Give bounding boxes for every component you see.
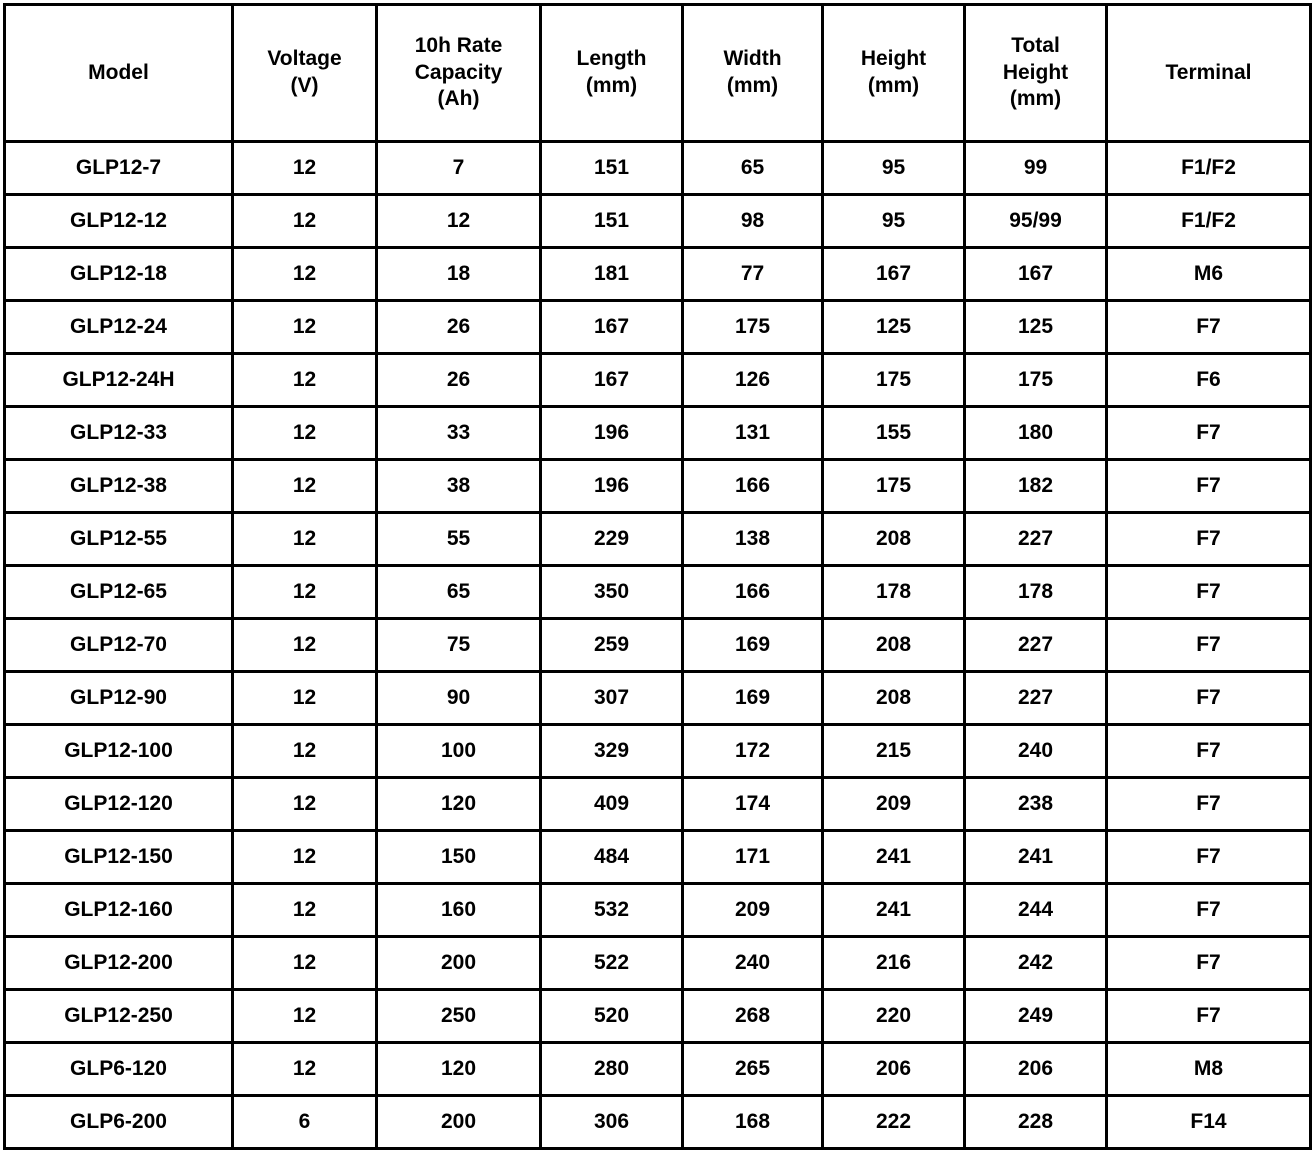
cell-capacity: 120 [377, 778, 541, 831]
cell-width: 172 [683, 725, 823, 778]
cell-capacity: 7 [377, 142, 541, 195]
table-row [5, 566, 1311, 619]
cell-width: 168 [683, 1096, 823, 1149]
cell-model: GLP6-200 [5, 1096, 233, 1149]
cell-length: 329 [541, 725, 683, 778]
cell-length: 259 [541, 619, 683, 672]
column-header-voltage [233, 5, 377, 142]
battery-specification-table [3, 3, 1312, 1150]
cell-model: GLP12-90 [5, 672, 233, 725]
cell-voltage: 12 [233, 725, 377, 778]
cell-capacity: 150 [377, 831, 541, 884]
table-row [5, 831, 1311, 884]
column-header-line: (mm) [585, 74, 638, 97]
table-row [5, 990, 1311, 1043]
cell-height: 155 [823, 407, 965, 460]
cell-voltage: 12 [233, 513, 377, 566]
cell-terminal: F7 [1107, 778, 1311, 831]
cell-length: 167 [541, 301, 683, 354]
cell-height: 222 [823, 1096, 965, 1149]
table-row [5, 1043, 1311, 1096]
cell-height: 209 [823, 778, 965, 831]
table-header-row [5, 5, 1311, 142]
cell-height: 95 [823, 195, 965, 248]
cell-width: 77 [683, 248, 823, 301]
cell-height: 216 [823, 937, 965, 990]
cell-total-height: 240 [965, 725, 1107, 778]
cell-terminal: F7 [1107, 831, 1311, 884]
cell-capacity: 200 [377, 1096, 541, 1149]
cell-voltage: 12 [233, 672, 377, 725]
cell-voltage: 12 [233, 937, 377, 990]
cell-terminal: F7 [1107, 407, 1311, 460]
column-header-line: Width [723, 47, 782, 71]
cell-voltage: 12 [233, 990, 377, 1043]
cell-width: 265 [683, 1043, 823, 1096]
cell-total-height: 227 [965, 513, 1107, 566]
table-body [5, 142, 1311, 1149]
cell-terminal: F6 [1107, 354, 1311, 407]
cell-length: 522 [541, 937, 683, 990]
column-header-line: Voltage [267, 47, 342, 71]
column-header-line: Capacity [414, 60, 503, 84]
column-header-total-height [965, 5, 1107, 142]
cell-width: 169 [683, 672, 823, 725]
table-row [5, 301, 1311, 354]
cell-voltage: 12 [233, 407, 377, 460]
column-header-line: (Ah) [437, 87, 480, 111]
column-header-line: Terminal [1165, 60, 1252, 84]
cell-capacity: 75 [377, 619, 541, 672]
cell-capacity: 100 [377, 725, 541, 778]
table-row [5, 725, 1311, 778]
table-row [5, 619, 1311, 672]
cell-model: GLP12-7 [5, 142, 233, 195]
table-row [5, 513, 1311, 566]
column-header-line: Model [88, 60, 149, 84]
cell-capacity: 160 [377, 884, 541, 937]
cell-capacity: 26 [377, 354, 541, 407]
cell-width: 171 [683, 831, 823, 884]
cell-voltage: 12 [233, 566, 377, 619]
cell-terminal: F7 [1107, 884, 1311, 937]
table-row [5, 407, 1311, 460]
cell-total-height: 228 [965, 1096, 1107, 1149]
cell-total-height: 249 [965, 990, 1107, 1043]
cell-length: 151 [541, 142, 683, 195]
cell-total-height: 180 [965, 407, 1107, 460]
cell-total-height: 227 [965, 619, 1107, 672]
table-row [5, 672, 1311, 725]
table-row [5, 778, 1311, 831]
cell-width: 174 [683, 778, 823, 831]
table-row [5, 937, 1311, 990]
cell-capacity: 65 [377, 566, 541, 619]
cell-terminal: F7 [1107, 619, 1311, 672]
cell-height: 95 [823, 142, 965, 195]
cell-terminal: F7 [1107, 513, 1311, 566]
cell-length: 409 [541, 778, 683, 831]
cell-voltage: 12 [233, 248, 377, 301]
cell-model: GLP12-150 [5, 831, 233, 884]
cell-width: 209 [683, 884, 823, 937]
column-header-height [823, 5, 965, 142]
column-header-line: 10h Rate [414, 33, 503, 57]
cell-voltage: 12 [233, 831, 377, 884]
column-header-line: Height [860, 47, 927, 71]
cell-width: 126 [683, 354, 823, 407]
cell-voltage: 12 [233, 884, 377, 937]
column-header-length [541, 5, 683, 142]
cell-voltage: 12 [233, 354, 377, 407]
cell-length: 196 [541, 407, 683, 460]
cell-terminal: F7 [1107, 990, 1311, 1043]
cell-model: GLP12-38 [5, 460, 233, 513]
cell-model: GLP12-24 [5, 301, 233, 354]
cell-height: 208 [823, 672, 965, 725]
cell-capacity: 250 [377, 990, 541, 1043]
cell-capacity: 120 [377, 1043, 541, 1096]
cell-voltage: 12 [233, 619, 377, 672]
cell-model: GLP12-70 [5, 619, 233, 672]
cell-terminal: M6 [1107, 248, 1311, 301]
cell-voltage: 12 [233, 778, 377, 831]
cell-model: GLP12-33 [5, 407, 233, 460]
cell-length: 181 [541, 248, 683, 301]
cell-model: GLP12-55 [5, 513, 233, 566]
cell-length: 350 [541, 566, 683, 619]
cell-model: GLP12-65 [5, 566, 233, 619]
table-row [5, 1096, 1311, 1149]
cell-width: 138 [683, 513, 823, 566]
cell-terminal: F7 [1107, 566, 1311, 619]
cell-total-height: 99 [965, 142, 1107, 195]
cell-capacity: 200 [377, 937, 541, 990]
cell-total-height: 244 [965, 884, 1107, 937]
cell-total-height: 227 [965, 672, 1107, 725]
cell-total-height: 178 [965, 566, 1107, 619]
table-row [5, 248, 1311, 301]
cell-length: 306 [541, 1096, 683, 1149]
cell-model: GLP12-160 [5, 884, 233, 937]
cell-length: 484 [541, 831, 683, 884]
cell-capacity: 12 [377, 195, 541, 248]
cell-terminal: F14 [1107, 1096, 1311, 1149]
cell-height: 241 [823, 884, 965, 937]
cell-length: 280 [541, 1043, 683, 1096]
cell-capacity: 26 [377, 301, 541, 354]
cell-voltage: 12 [233, 301, 377, 354]
table-row [5, 884, 1311, 937]
cell-model: GLP12-120 [5, 778, 233, 831]
cell-height: 220 [823, 990, 965, 1043]
cell-terminal: F1/F2 [1107, 142, 1311, 195]
column-header-line: Total [1011, 33, 1060, 57]
cell-total-height: 238 [965, 778, 1107, 831]
cell-model: GLP12-18 [5, 248, 233, 301]
cell-total-height: 167 [965, 248, 1107, 301]
column-header-line: (mm) [867, 74, 920, 97]
cell-width: 166 [683, 460, 823, 513]
cell-width: 65 [683, 142, 823, 195]
cell-total-height: 242 [965, 937, 1107, 990]
cell-capacity: 90 [377, 672, 541, 725]
cell-total-height: 95/99 [965, 195, 1107, 248]
column-header-model [5, 5, 233, 142]
cell-width: 175 [683, 301, 823, 354]
cell-capacity: 38 [377, 460, 541, 513]
cell-terminal: F7 [1107, 672, 1311, 725]
cell-terminal: F7 [1107, 301, 1311, 354]
column-header-terminal [1107, 5, 1311, 142]
cell-capacity: 18 [377, 248, 541, 301]
cell-length: 532 [541, 884, 683, 937]
cell-width: 166 [683, 566, 823, 619]
cell-height: 206 [823, 1043, 965, 1096]
cell-model: GLP12-250 [5, 990, 233, 1043]
cell-model: GLP6-120 [5, 1043, 233, 1096]
column-header-line: Height [1002, 60, 1069, 84]
cell-model: GLP12-200 [5, 937, 233, 990]
cell-total-height: 241 [965, 831, 1107, 884]
cell-height: 167 [823, 248, 965, 301]
cell-total-height: 125 [965, 301, 1107, 354]
cell-voltage: 6 [233, 1096, 377, 1149]
cell-height: 125 [823, 301, 965, 354]
cell-model: GLP12-100 [5, 725, 233, 778]
cell-total-height: 182 [965, 460, 1107, 513]
column-header-line: Length [576, 47, 647, 71]
cell-length: 151 [541, 195, 683, 248]
table-row [5, 354, 1311, 407]
cell-voltage: 12 [233, 1043, 377, 1096]
cell-length: 196 [541, 460, 683, 513]
cell-terminal: F1/F2 [1107, 195, 1311, 248]
cell-length: 167 [541, 354, 683, 407]
cell-height: 175 [823, 460, 965, 513]
cell-terminal: F7 [1107, 460, 1311, 513]
cell-height: 175 [823, 354, 965, 407]
table-row [5, 460, 1311, 513]
column-header-line: (mm) [1009, 87, 1062, 111]
cell-voltage: 12 [233, 142, 377, 195]
column-header-line: (mm) [726, 74, 779, 97]
table-row [5, 195, 1311, 248]
cell-width: 169 [683, 619, 823, 672]
column-header-line: (V) [290, 74, 319, 97]
cell-capacity: 33 [377, 407, 541, 460]
cell-width: 98 [683, 195, 823, 248]
cell-model: GLP12-12 [5, 195, 233, 248]
cell-width: 240 [683, 937, 823, 990]
cell-height: 178 [823, 566, 965, 619]
cell-length: 520 [541, 990, 683, 1043]
cell-length: 229 [541, 513, 683, 566]
table-row [5, 142, 1311, 195]
column-header-width [683, 5, 823, 142]
column-header-capacity [377, 5, 541, 142]
cell-height: 215 [823, 725, 965, 778]
cell-width: 268 [683, 990, 823, 1043]
cell-total-height: 175 [965, 354, 1107, 407]
cell-total-height: 206 [965, 1043, 1107, 1096]
cell-width: 131 [683, 407, 823, 460]
cell-terminal: F7 [1107, 725, 1311, 778]
cell-model: GLP12-24H [5, 354, 233, 407]
table-header [5, 5, 1311, 142]
cell-height: 208 [823, 619, 965, 672]
cell-voltage: 12 [233, 195, 377, 248]
cell-height: 241 [823, 831, 965, 884]
cell-capacity: 55 [377, 513, 541, 566]
cell-height: 208 [823, 513, 965, 566]
cell-terminal: F7 [1107, 937, 1311, 990]
cell-length: 307 [541, 672, 683, 725]
cell-voltage: 12 [233, 460, 377, 513]
cell-terminal: M8 [1107, 1043, 1311, 1096]
